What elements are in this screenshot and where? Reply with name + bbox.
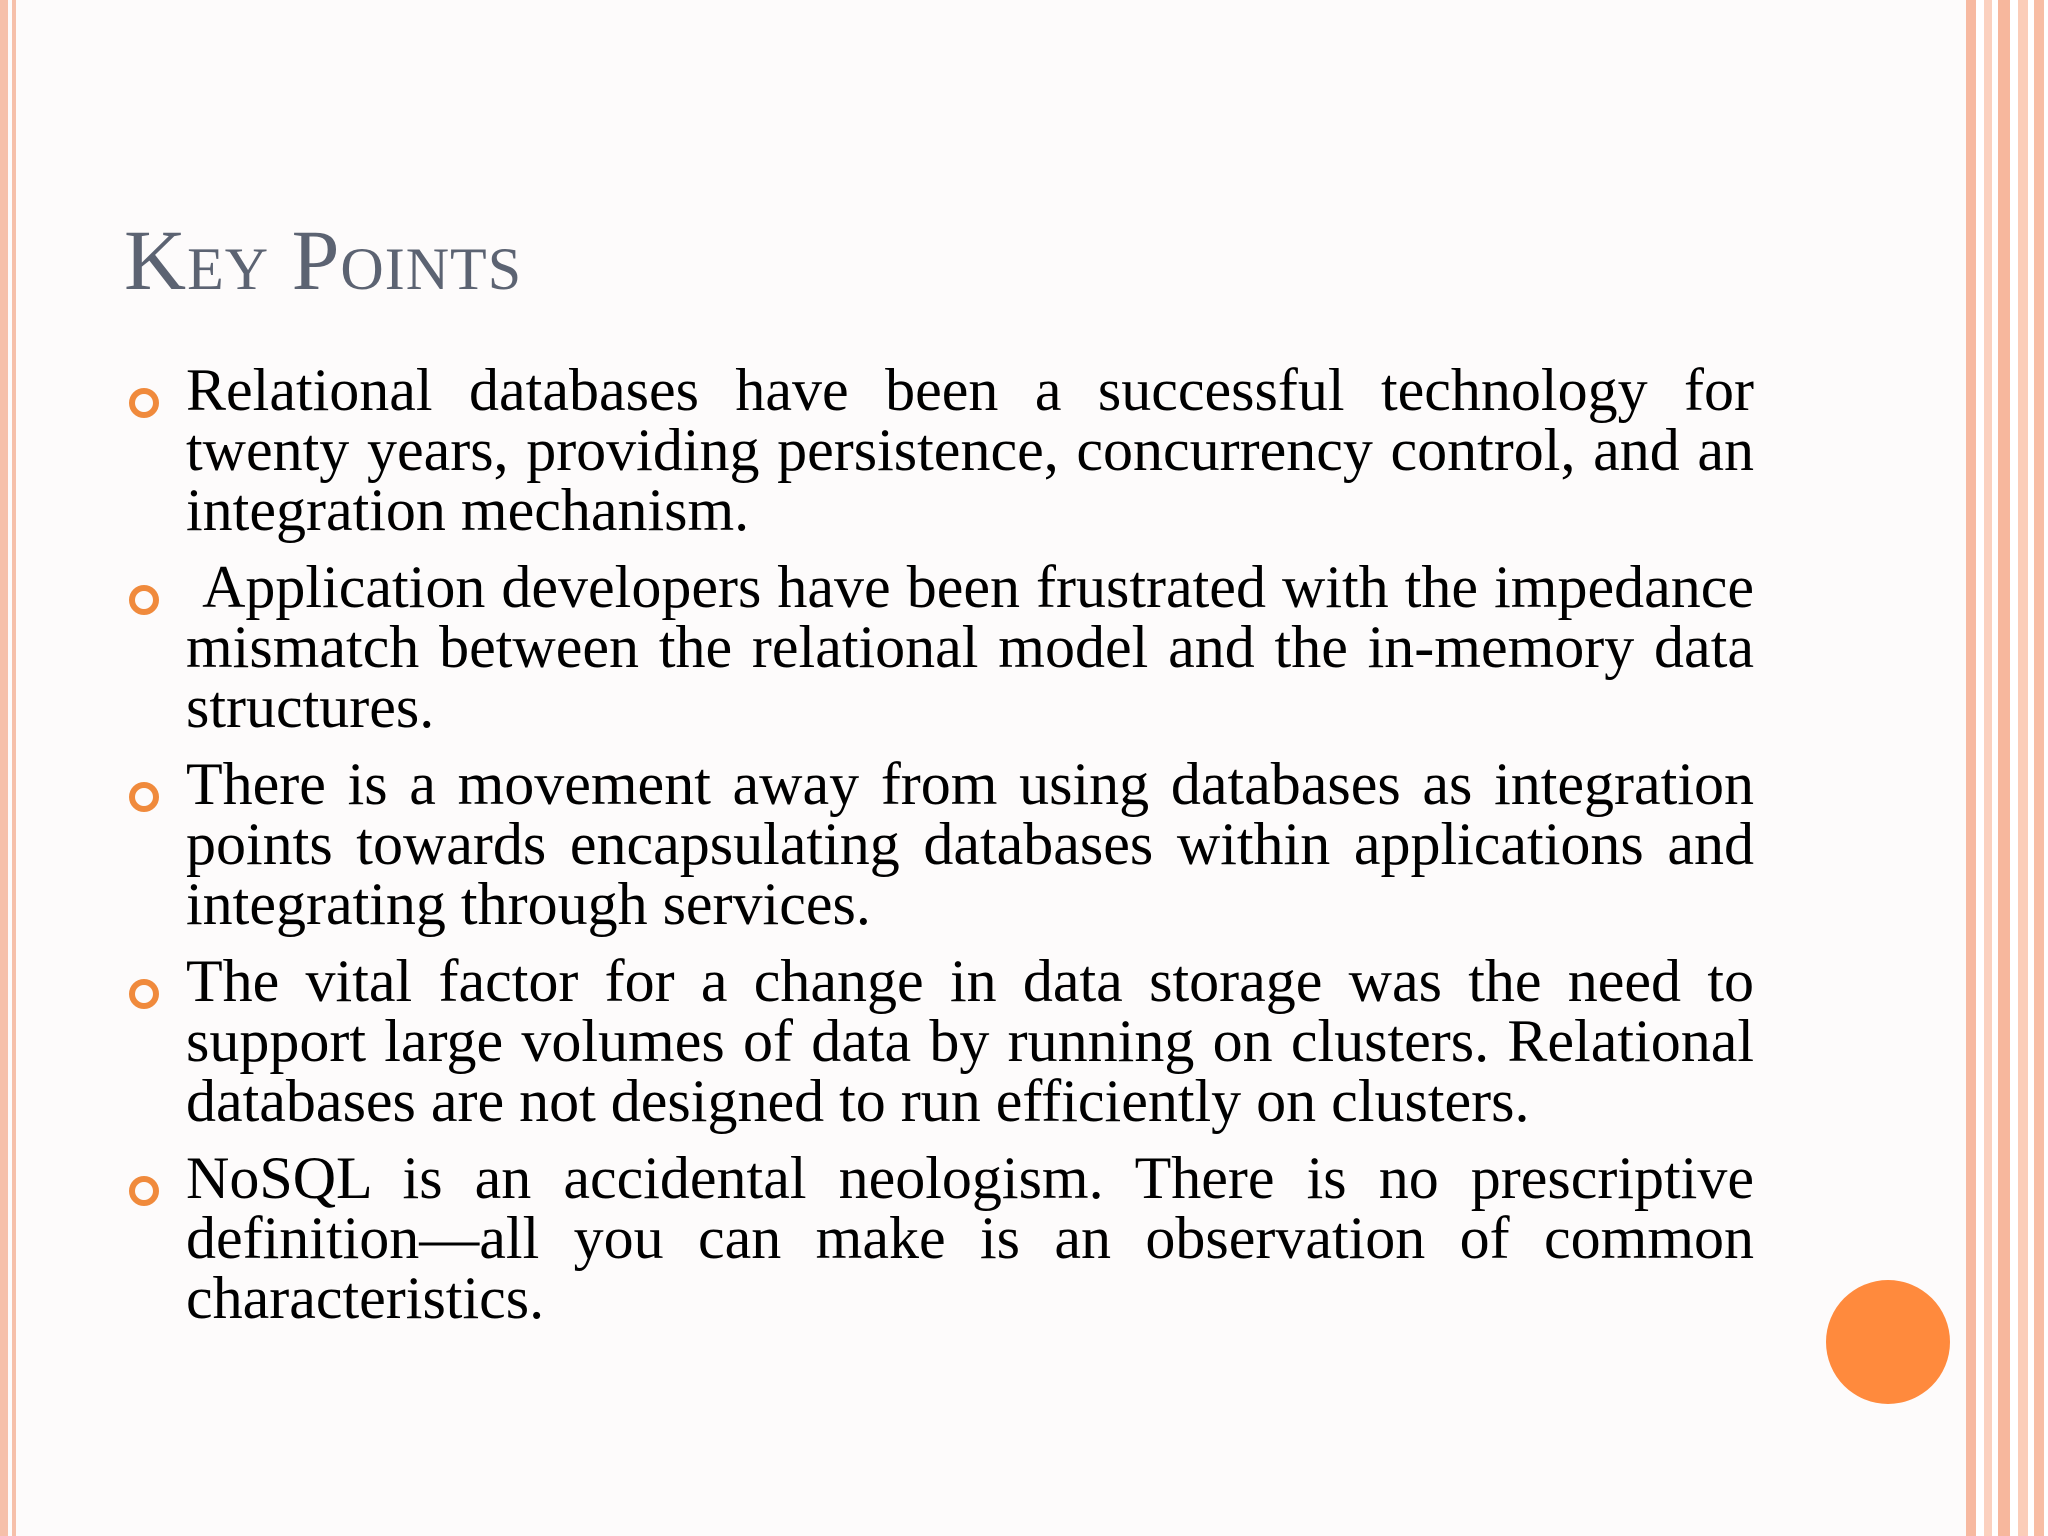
bullet-list (124, 357, 1754, 1345)
right-border-stripe (1966, 0, 1976, 1536)
bullet-item (124, 357, 1754, 543)
right-border-stripe (1998, 0, 2010, 1536)
right-border-band (1966, 0, 2048, 1536)
orange-circle-decoration (1826, 1280, 1950, 1404)
bullet-text: The vital factor for a change in data storage was the need to support large volumes of data by running on clusters. Relational databases are not designed to run efficiently on clusters. (186, 948, 1754, 1134)
hollow-circle-bullet-icon (129, 782, 159, 812)
hollow-circle-bullet-icon (129, 585, 159, 615)
right-border-stripe (2034, 0, 2044, 1536)
bullet-item (124, 751, 1754, 937)
bullet-text: Relational databases have been a successful technology for twenty years, providing persistence, concurrency control, and an integration mechanism. (186, 357, 1754, 543)
left-border-stripe (0, 0, 8, 1536)
bullet-text: Application developers have been frustrated with the impedance mismatch between the relational model and the in-memory data structures. (186, 554, 1754, 740)
hollow-circle-bullet-icon (129, 388, 159, 418)
bullet-item (124, 554, 1754, 740)
right-border-stripe (2018, 0, 2028, 1536)
bullet-item (124, 1145, 1754, 1331)
hollow-circle-bullet-icon (129, 1176, 159, 1206)
hollow-circle-bullet-icon (129, 979, 159, 1009)
left-border-stripe-inner (12, 0, 16, 1536)
bullet-item (124, 948, 1754, 1134)
bullet-text: There is a movement away from using databases as integration points towards encapsulating databases within applications and integrating through services. (186, 751, 1754, 937)
slide-title: Key Points (124, 212, 523, 308)
right-border-stripe (1984, 0, 1992, 1536)
bullet-text: NoSQL is an accidental neologism. There is no prescriptive definition—all you can make is an observation of common characteristics. (186, 1145, 1754, 1331)
